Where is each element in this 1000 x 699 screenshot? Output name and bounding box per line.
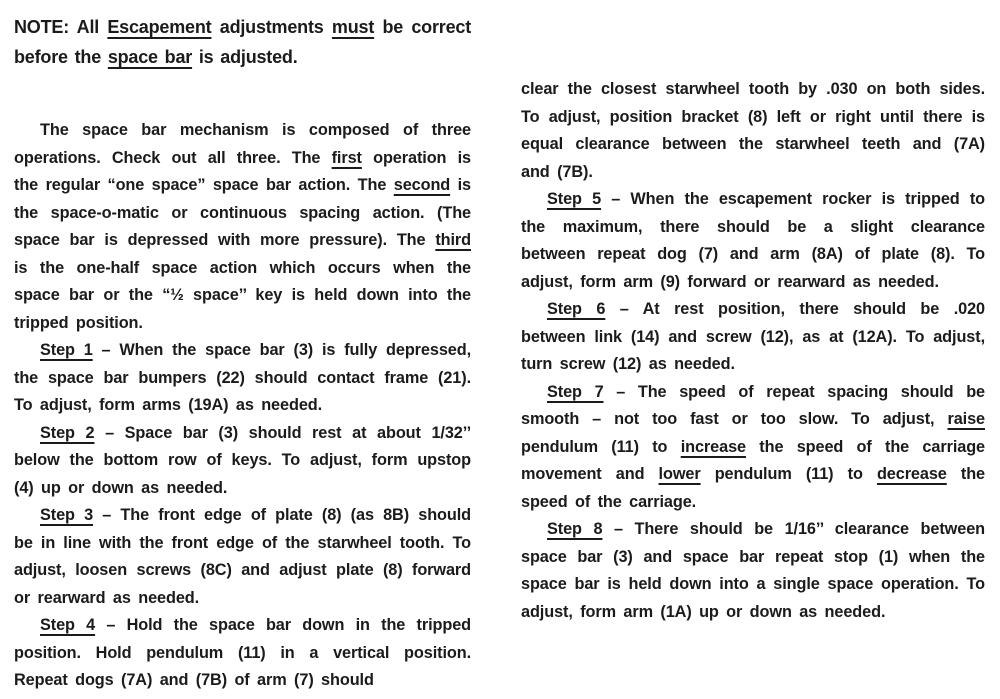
text-run: – The speed of repeat spacing should be smooth – not too fast or too slow. To adjust, xyxy=(521,382,985,428)
underlined-text: Step 8 xyxy=(547,520,603,538)
underlined-text: second xyxy=(393,176,451,194)
paragraph xyxy=(14,502,471,612)
text-run: – The front edge of plate (8) (as 8B) should be in line with the front edge of the starwheel tooth. To adjust, loosen screws (8C) and adjust plate (8) forward or rearward as needed. xyxy=(14,506,471,607)
underlined-text: raise xyxy=(947,410,985,428)
text-run: – When the space bar (3) is fully depressed, the space bar bumpers (22) should contact frame (21). To adjust, form arms (19A) as needed. xyxy=(14,341,472,414)
underlined-text: lower xyxy=(658,465,701,483)
text-run: the speed of the carriage. xyxy=(521,465,986,511)
paragraph xyxy=(14,612,471,695)
text-run: – There should be 1/16’’ clearance between space bar (3) and space bar repeat stop (1) when the space bar is held down into a single space operation. To adjust, form arm (1A) up or down as needed. xyxy=(521,520,985,621)
text-run: clear the closest starwheel tooth by .030 on both sides. To adjust, position bracket (8) left or right until there is equal clearance between the starwheel teeth and (7A) and (7B). xyxy=(521,80,985,181)
text-run: – Hold the space bar down in the tripped position. Hold pendulum (11) in a vertical position. Repeat dogs (7A) and (7B) of arm (7) should xyxy=(14,616,471,689)
text-run: pendulum (11) to xyxy=(700,465,877,483)
underlined-text: Step 1 xyxy=(40,341,93,359)
underlined-text: must xyxy=(331,17,375,37)
text-run: is the space-o-matic or continuous spacing action. (The space bar is depressed with more pressure). The xyxy=(14,176,471,249)
paragraph xyxy=(521,296,985,379)
text-run: The space bar mechanism is composed of three operations. Check out all three. The xyxy=(14,121,471,167)
paragraph xyxy=(521,186,985,296)
underlined-text: Escapement xyxy=(107,17,212,37)
underlined-text: space bar xyxy=(107,47,193,67)
text-run: adjustments xyxy=(211,17,332,37)
text-run: the speed of the carriage movement and xyxy=(521,437,985,483)
paragraph xyxy=(521,76,985,186)
text-run: – When the escapement rocker is tripped to the maximum, there should be a slight clearance between repeat dog (7) and arm (8A) of plate (8). To adjust, form arm (9) forward or rearward as needed. xyxy=(521,190,985,291)
paragraph xyxy=(14,337,471,420)
text-run: – Space bar (3) should rest at about 1/32’’ below the bottom row of keys. To adjust, form upstop (4) up or down as needed. xyxy=(14,423,471,497)
paragraph xyxy=(14,420,471,503)
paragraph xyxy=(521,516,985,626)
text-run: operation is the regular “one space” space bar action. The xyxy=(14,148,471,194)
underlined-text: third xyxy=(435,231,471,249)
underlined-text: Step 5 xyxy=(547,190,602,208)
underlined-text: decrease xyxy=(876,465,947,483)
text-run: pendulum (11) to xyxy=(521,437,681,456)
left-column-body xyxy=(14,117,471,695)
paragraph xyxy=(521,379,985,517)
text-run: is adjusted. xyxy=(192,47,298,67)
left-column xyxy=(14,10,471,699)
note-paragraph xyxy=(14,12,471,72)
underlined-text: Step 4 xyxy=(40,616,96,634)
paragraph xyxy=(14,117,471,337)
underlined-text: Step 7 xyxy=(547,382,604,401)
right-column-body xyxy=(521,76,985,626)
underlined-text: increase xyxy=(680,437,746,456)
underlined-text: first xyxy=(331,148,362,167)
text-run: be correct before the xyxy=(14,17,471,67)
right-column xyxy=(521,10,985,699)
underlined-text: Step 3 xyxy=(40,506,94,524)
underlined-text: Step 6 xyxy=(547,300,606,318)
text-run: is the one-half space action which occurs when the space bar or the “½ space’’ key is held down into the tripped position. xyxy=(14,258,471,332)
text-run: – At rest position, there should be .020 between link (14) and screw (12), as at (12A). To adjust, turn screw (12) as needed. xyxy=(521,300,985,373)
text-run: NOTE: All xyxy=(14,17,108,37)
underlined-text: Step 2 xyxy=(40,423,95,442)
